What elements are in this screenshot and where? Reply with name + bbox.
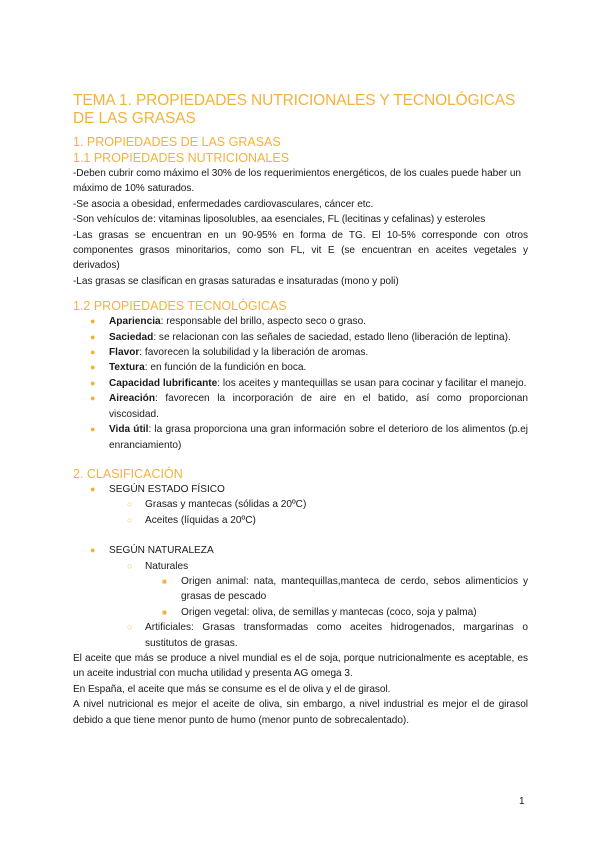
bullet-ring-icon: ○ (127, 622, 133, 633)
classification-label: SEGÚN ESTADO FÍSICO (109, 483, 225, 495)
closing-paragraph: El aceite que más se produce a nivel mundial es el de soja, porque nutricionalmente es aceptable, es un aceite industrial con mucha utilidad y presenta AG omega 3. (73, 652, 528, 680)
document-title: TEMA 1. PROPIEDADES NUTRICIONALES Y TECNOLÓGICAS DE LAS GRASAS (73, 92, 516, 127)
closing-paragraph: A nivel nutricional es mejor el aceite de oliva, sin embargo, a nivel industrial es mejor el de girasol debido a que tiene menor punto de humo (menor punto de sobrecalentado). (73, 699, 528, 726)
property-term: Flavor (109, 347, 140, 359)
property-text: : responsable del brillo, aspecto seco o graso. (160, 316, 366, 328)
technological-properties-list (73, 314, 528, 453)
subsection-1-1-heading: 1.1 PROPIEDADES NUTRICIONALES (73, 151, 290, 165)
bullet-dot-icon: ● (90, 483, 96, 494)
property-term: Saciedad (109, 331, 154, 343)
property-text: : se relacionan con las señales de saciedad, estado lleno (liberación de leptina). (153, 331, 511, 343)
list-item (73, 422, 528, 453)
closing-paragraph: En España, el aceite que más se consume es el de oliva y el de girasol. (73, 683, 391, 695)
bullet-ring-icon: ○ (127, 560, 133, 571)
classification-list (73, 543, 528, 651)
property-text: : favorecen la solubilidad y la liberación de aromas. (139, 347, 369, 359)
bullet-dot-icon: ● (90, 362, 96, 373)
bullet-dot-icon: ● (90, 393, 96, 404)
bullet-dot-icon: ● (90, 347, 96, 358)
property-text: : favorecen la incorporación de aire en el batido, así como proporcionan viscosidad. (109, 393, 528, 420)
classification-list (73, 482, 528, 528)
list-item (73, 497, 528, 512)
list-item (73, 620, 528, 651)
subsection-1-2-heading: 1.2 PROPIEDADES TECNOLÓGICAS (73, 299, 287, 314)
property-text: : los aceites y mantequillas se usan para cocinar y facilitar el manejo. (217, 377, 527, 389)
property-text: : la grasa proporciona una gran información sobre el deterioro de los alimentos (p.ej enranciamiento) (109, 424, 528, 451)
list-item (73, 605, 528, 620)
document-page (73, 92, 528, 728)
list-item (73, 574, 528, 605)
property-term: Capacidad lubrificante (109, 377, 218, 389)
bullet-dot-icon: ● (90, 316, 96, 327)
bullet-dot-icon: ● (90, 424, 96, 435)
list-item (73, 330, 528, 345)
bullet-square-icon: ■ (162, 607, 167, 617)
bullet-dot-icon: ● (90, 545, 96, 556)
property-term: Apariencia (109, 316, 161, 328)
nutritional-paragraph: -Son vehículos de: vitaminas liposolubles, aa esenciales, FL (lecitinas y cefalinas) y esteroles (73, 214, 486, 226)
list-item-text: Naturales (145, 560, 189, 572)
section-2-heading: 2. CLASIFICACIÓN (73, 466, 183, 481)
bullet-ring-icon: ○ (127, 514, 133, 525)
list-item-text: Artificiales: Grasas transformadas como aceites hidrogenados, margarinas o sustitutos de grasas. (145, 622, 528, 649)
property-term: Aireación (109, 393, 155, 405)
list-item (73, 391, 528, 422)
page-number: 1 (519, 796, 525, 807)
classification-label: SEGÚN NATURALEZA (109, 545, 214, 557)
bullet-dot-icon: ● (90, 331, 96, 342)
spacer (73, 528, 528, 543)
list-item (73, 482, 528, 497)
list-item (73, 360, 528, 375)
nutritional-paragraph: -Se asocia a obesidad, enfermedades cardiovasculares, cáncer etc. (73, 198, 374, 210)
property-text: : en función de la fundición en boca. (144, 362, 307, 374)
section-1-heading: 1. PROPIEDADES DE LAS GRASAS (73, 135, 281, 149)
list-item (73, 559, 528, 574)
nutritional-paragraph: -Deben cubrir como máximo el 30% de los requerimientos energéticos, de los cuales puede haber un máximo de 10% saturados. (73, 168, 521, 195)
list-item (73, 543, 528, 558)
list-item-text: Origen animal: nata, mantequillas,manteca de cerdo, sebos alimenticios y grasas de pescado (181, 575, 528, 603)
list-item (73, 314, 528, 329)
bullet-dot-icon: ● (90, 377, 96, 388)
list-item-text: Origen vegetal: oliva, de semillas y mantecas (coco, soja y palma) (181, 606, 477, 618)
list-item (73, 376, 528, 391)
bullet-ring-icon: ○ (127, 499, 133, 510)
list-item (73, 513, 528, 528)
property-term: Textura (109, 362, 145, 374)
nutritional-paragraph: -Las grasas se encuentran en un 90-95% en forma de TG. El 10-5% corresponde con otros componentes grasos minoritarios, como son FL, vit E (se encuentran en aceites vegetales y derivados) (73, 229, 528, 272)
nutritional-paragraph: -Las grasas se clasifican en grasas saturadas e insaturadas (mono y poli) (73, 275, 399, 287)
list-item-text: Aceites (líquidas a 20ºC) (145, 514, 256, 526)
list-item (73, 345, 528, 360)
list-item-text: Grasas y mantecas (sólidas a 20ºC) (145, 499, 307, 511)
property-term: Vida útil (109, 424, 149, 436)
bullet-square-icon: ■ (162, 576, 167, 586)
